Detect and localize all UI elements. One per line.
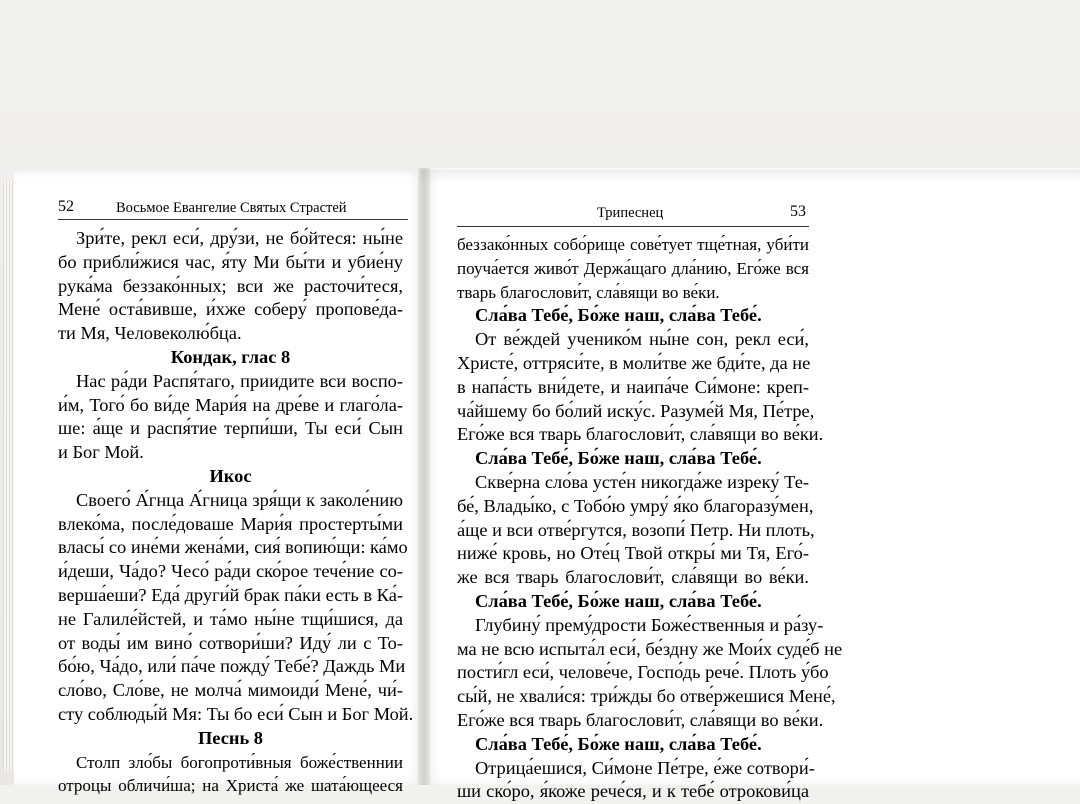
- right-text-line: ча́йшему бо бо́лий иску́с. Разуме́й Мя, Пе́тре,: [457, 400, 815, 421]
- right-text-column: [457, 233, 843, 804]
- right-refrain: Сла́ва Тебе́, Бо́же наш, сла́ва Тебе́.: [475, 305, 762, 326]
- right-text-line: же вся тварь благослови́т, сла́вящи во ве́ки.: [457, 567, 809, 588]
- left-head-rule: [58, 219, 408, 220]
- right-running-head: Трипеснец: [597, 205, 664, 221]
- right-text-line: а́ще и вси отве́ргутся, возопи́ Петр. Ни плоть,: [457, 519, 815, 540]
- left-text-line: Столп зло́бы богопроти́вныя боже́ственнии: [76, 752, 403, 772]
- right-page-number: 53: [790, 203, 806, 220]
- left-running-head: Восьмое Евангелие Святых Страстей: [116, 200, 347, 216]
- right-text-line: ма не всю испыта́л еси́, бе́здну же Мои́х суде́б не: [457, 638, 843, 659]
- left-heading: Песнь 8: [198, 727, 263, 748]
- left-text-column: [58, 227, 414, 798]
- left-text-line: отроцы обличи́ша; на Христа́ же шата́ющееся: [58, 776, 403, 796]
- left-text-line: сту соблюды́й Мя: Ты бо еси́ Сын и Бог Мой.: [58, 703, 414, 724]
- left-text-line: рука́ма беззако́нных; вси же расточи́теся,: [58, 275, 403, 296]
- right-text-line: ши ско́ро, я́коже рече́ся, и к тебе́ отрокови́ца: [457, 781, 809, 802]
- left-text-line: бо прибли́жися час, я́ту Ми бы́ти и убие́ну: [58, 251, 403, 272]
- right-text-line: Скве́рна сло́ва усте́н никогда́же изреку́ Те-: [475, 471, 809, 492]
- left-text-line: верша́еши? Еда́ други́й брак па́ки есть в Ка́-: [58, 584, 403, 605]
- right-head-rule: [457, 226, 809, 227]
- right-text-line: в напа́сть вни́дете, и наипа́че Си́моне: креп-: [457, 376, 809, 397]
- left-text-line: и Бог Мой.: [58, 442, 144, 463]
- left-text-line: сло́во, Сло́ве, не молча́ мимоиди́ Мене́, чи́-: [58, 680, 403, 701]
- left-text-line: Мене́ оста́вивше, и́хже соберу́ пропове́да-: [58, 299, 403, 320]
- right-text-line: Глубину́ прему́дрости Боже́ственныя и ра́зу-: [475, 614, 824, 635]
- right-refrain: Сла́ва Тебе́, Бо́же наш, сла́ва Тебе́.: [475, 733, 762, 754]
- right-text-line: пости́гл еси́, челове́че, Госпо́дь рече́. Плоть у́бо: [457, 662, 829, 683]
- page-shadow: [420, 170, 1080, 184]
- left-heading: Икос: [209, 465, 252, 486]
- right-text-line: Его́же вся тварь благослови́т, сла́вящи во ве́ки.: [457, 709, 824, 730]
- left-text-line: и́деши, Ча́до? Чесо́ ра́ди ско́рое тече́ние со-: [58, 561, 403, 582]
- left-text-line: Нас ра́ди Распя́таго, приидите вси воспо-: [76, 370, 403, 391]
- left-page-number: 52: [58, 198, 74, 215]
- left-text-line: Зри́те, рекл еси́, дру́зи, не бо́йтеся: ны́не: [76, 228, 403, 248]
- left-text-line: от воды́ им вино́ сотвори́ши? Иду́ ли с То-: [58, 632, 403, 653]
- left-text-line: не Галиле́йстей, и та́мо ны́не тщи́шися, да: [58, 608, 403, 629]
- right-text-line: сы́й, не хвали́ся: три́жды бо отве́ржешися Мене́,: [457, 686, 836, 707]
- right-text-line: Его́же вся тварь благослови́т, сла́вящи во ве́ки.: [457, 424, 824, 445]
- left-text-line: власы́ со ине́ми жена́ми, сия́ вопию́щи: ка́мо: [58, 537, 408, 558]
- right-text-line: Христе́, оттряси́те, в моли́тве же бди́те, да не: [457, 352, 811, 373]
- right-text-line: беззако́нных собо́рище сове́тует тще́тная, уби́ти: [457, 235, 809, 254]
- right-refrain: Сла́ва Тебе́, Бо́же наш, сла́ва Тебе́.: [475, 448, 762, 469]
- left-text-line: влеко́ма, после́доваше Мари́я простерты́ми: [58, 513, 403, 534]
- right-text-line: поуча́ется живо́т Держа́щаго дла́нию, Его́же вся: [457, 258, 809, 278]
- right-text-line: бе́, Влады́ко, с Тобо́ю умру́ я́ко благоразу́мен,: [457, 495, 814, 516]
- right-text-line: От ве́ждей ученико́м ны́не сон, рекл еси́,: [475, 329, 809, 350]
- right-text-line: Отрица́ешися, Си́моне Пе́тре, е́же сотвори́-: [475, 757, 815, 778]
- left-heading: Кондак, глас 8: [170, 346, 291, 367]
- left-text-line: ти Мя, Человеколю́бца.: [58, 323, 242, 344]
- left-text-line: бо́ю, Ча́до, или́ па́че пожду́ Тебе́? Даждь Ми: [58, 656, 406, 677]
- right-text-line: ниже́ кровь, но Оте́ц Твой откры́ ми Тя, Его́-: [457, 543, 809, 564]
- right-refrain: Сла́ва Тебе́, Бо́же наш, сла́ва Тебе́.: [475, 590, 762, 611]
- left-text-line: ше: а́ще и распя́тие терпи́ши, Ты еси́ Сын: [58, 418, 403, 439]
- right-text-line: тварь благослови́т, сла́вящи во ве́ки.: [457, 282, 720, 302]
- book-gutter: [418, 168, 430, 785]
- left-text-line: Своего́ А́гнца А́гница зря́щи к заколе́нию: [76, 489, 403, 510]
- left-text-line: и́м, Того́ бо ви́де Мари́я на дре́ве и глаго́ла-: [58, 394, 403, 415]
